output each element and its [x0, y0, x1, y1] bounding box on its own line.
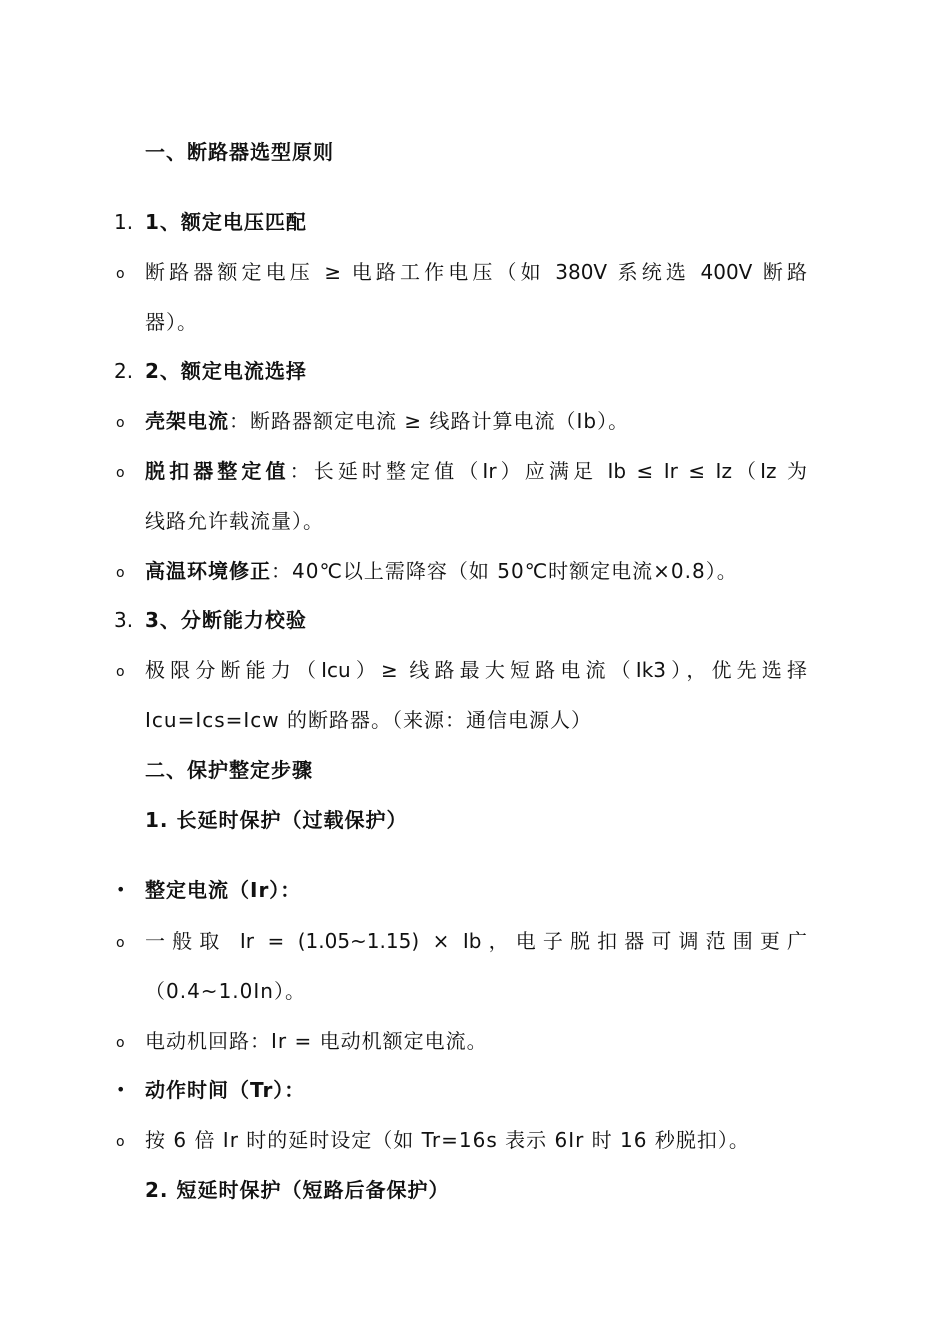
paragraph-line: 器）。 [145, 310, 198, 334]
bullet-marker: o [116, 1134, 125, 1150]
paragraph-line: 断路器额定电压 ≥ 电路工作电压（如 380V 系统选 400V 断路 [145, 260, 807, 284]
list-item-title: 2、额定电流选择 [145, 359, 307, 383]
term-label: 壳架电流 [145, 409, 229, 433]
paragraph-line [145, 407, 629, 435]
paragraph-line: Icu=Ics=Icw 的断路器。（来源：通信电源人） [145, 708, 593, 732]
paragraph-line: 线路允许载流量）。 [145, 509, 324, 533]
term-text: 40℃以上需降容（如 50℃时额定电流×0.8）。 [292, 559, 738, 583]
bullet-marker: • [116, 880, 126, 899]
list-number: 3. [114, 608, 134, 632]
term-label: 动作时间（Tr）： [145, 1078, 306, 1102]
bullet-marker: o [116, 415, 125, 431]
term-label: 高温环境修正 [145, 559, 271, 583]
subsection-title: 2. 短延时保护（短路后备保护） [145, 1178, 450, 1202]
paragraph-line: 电动机回路：Ir = 电动机额定电流。 [145, 1029, 488, 1053]
paragraph-line: 一般取 Ir = (1.05~1.15) × Ib，电子脱扣器可调范围更广 [145, 929, 807, 953]
bullet-marker: o [116, 664, 125, 680]
list-number: 2. [114, 359, 134, 383]
term-label: 脱扣器整定值 [145, 459, 290, 483]
list-item-title: 3、分断能力校验 [145, 608, 307, 632]
subsection-title: 1. 长延时保护（过载保护） [145, 808, 408, 832]
section-title: 二、保护整定步骤 [145, 758, 313, 782]
separator: ： [229, 409, 250, 433]
bullet-marker: o [116, 465, 125, 481]
list-number: 1. [114, 210, 134, 234]
bullet-marker: • [116, 1080, 126, 1099]
term-text: 断路器额定电流 ≥ 线路计算电流（Ib）。 [250, 409, 630, 433]
section-title: 一、断路器选型原则 [145, 140, 334, 164]
list-item-title: 1、额定电压匹配 [145, 210, 307, 234]
paragraph-line: （0.4~1.0In）。 [145, 979, 306, 1003]
paragraph-line [145, 557, 738, 585]
paragraph-line: 极限分断能力（Icu）≥ 线路最大短路电流（Ik3），优先选择 [145, 658, 807, 682]
separator: ： [271, 559, 292, 583]
bullet-marker: o [116, 935, 125, 951]
bullet-marker: o [116, 266, 125, 282]
term-text: 长延时整定值（Ir）应满足 Ib ≤ Ir ≤ Iz（Iz 为 [313, 459, 808, 483]
bullet-marker: o [116, 565, 125, 581]
paragraph-line [145, 457, 807, 485]
term-label: 整定电流（Ir）： [145, 878, 302, 902]
separator: ： [289, 459, 314, 483]
bullet-marker: o [116, 1035, 125, 1051]
paragraph-line: 按 6 倍 Ir 时的延时设定（如 Tr=16s 表示 6Ir 时 16 秒脱扣）。 [145, 1128, 750, 1152]
